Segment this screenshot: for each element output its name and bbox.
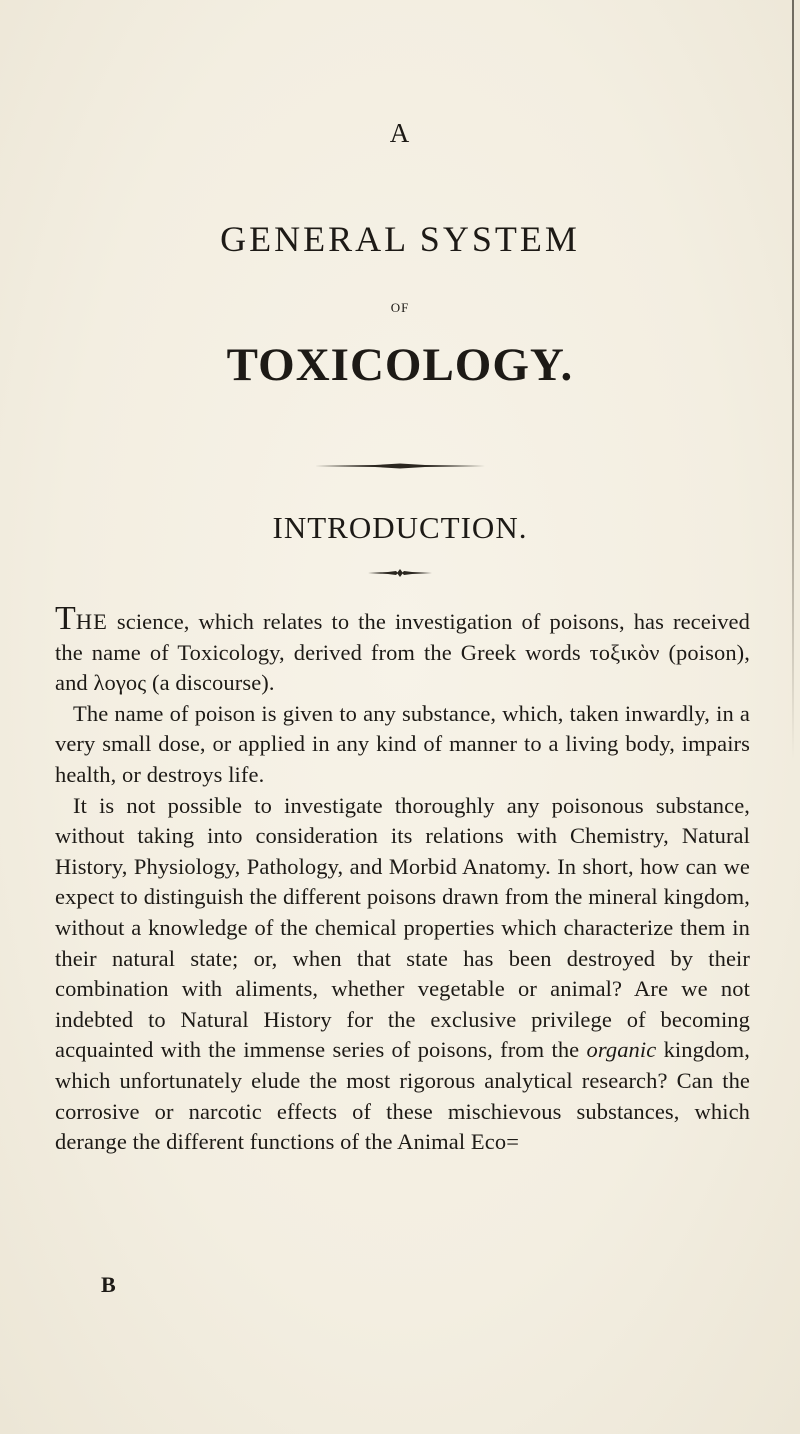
thick-rule-divider	[0, 462, 800, 470]
paragraph-1	[55, 600, 750, 699]
paragraph-3	[55, 791, 750, 1158]
ornament-divider	[0, 568, 800, 578]
title-main: GENERAL SYSTEM	[220, 219, 580, 259]
body-text	[55, 600, 750, 1158]
drop-cap: T	[55, 600, 76, 637]
signature-mark: B	[101, 1272, 116, 1297]
title-subject: TOXICOLOGY.	[226, 339, 574, 391]
title-article: A	[389, 118, 411, 148]
lead-word: HE	[75, 609, 108, 634]
paragraph-3-text-b: kingdom, which unfortunately elude the most rigorous analytical research? Can the corrosive or narcotic effects of these mischievous substances, which derange the different functions of the Animal Eco=	[55, 1037, 750, 1155]
title-of: OF	[390, 300, 410, 315]
paragraph-3-text-a: It is not possible to investigate thoroughly any poisonous substance, without taking into consideration its relations with Chemistry, Natural History, Physiology, Pathology, and Morbid Anatomy. In short, how can we expect to distinguish the different poisons drawn from the mineral kingdom, without a knowledge of the chemical properties which characterize them in their natural state; or, when that state has been destroyed by their combination with aliments, whether vegetable or animal? Are we not indebted to Natural History for the exclusive privilege of becoming acquainted with the immense series of poisons, from the	[55, 792, 750, 1063]
italic-word: organic	[586, 1037, 657, 1063]
paragraph-1-text: science, which relates to the investigation of poisons, has received the name of Toxicology, derived from the Greek words τοξικὸν (poison), and λογος (a discourse).	[55, 609, 750, 696]
paragraph-2: The name of poison is given to any substance, which, taken inwardly, in a very small dose, or applied in any kind of manner to a living body, impairs health, or destroys life.	[55, 700, 750, 787]
section-heading: INTRODUCTION.	[272, 510, 528, 545]
